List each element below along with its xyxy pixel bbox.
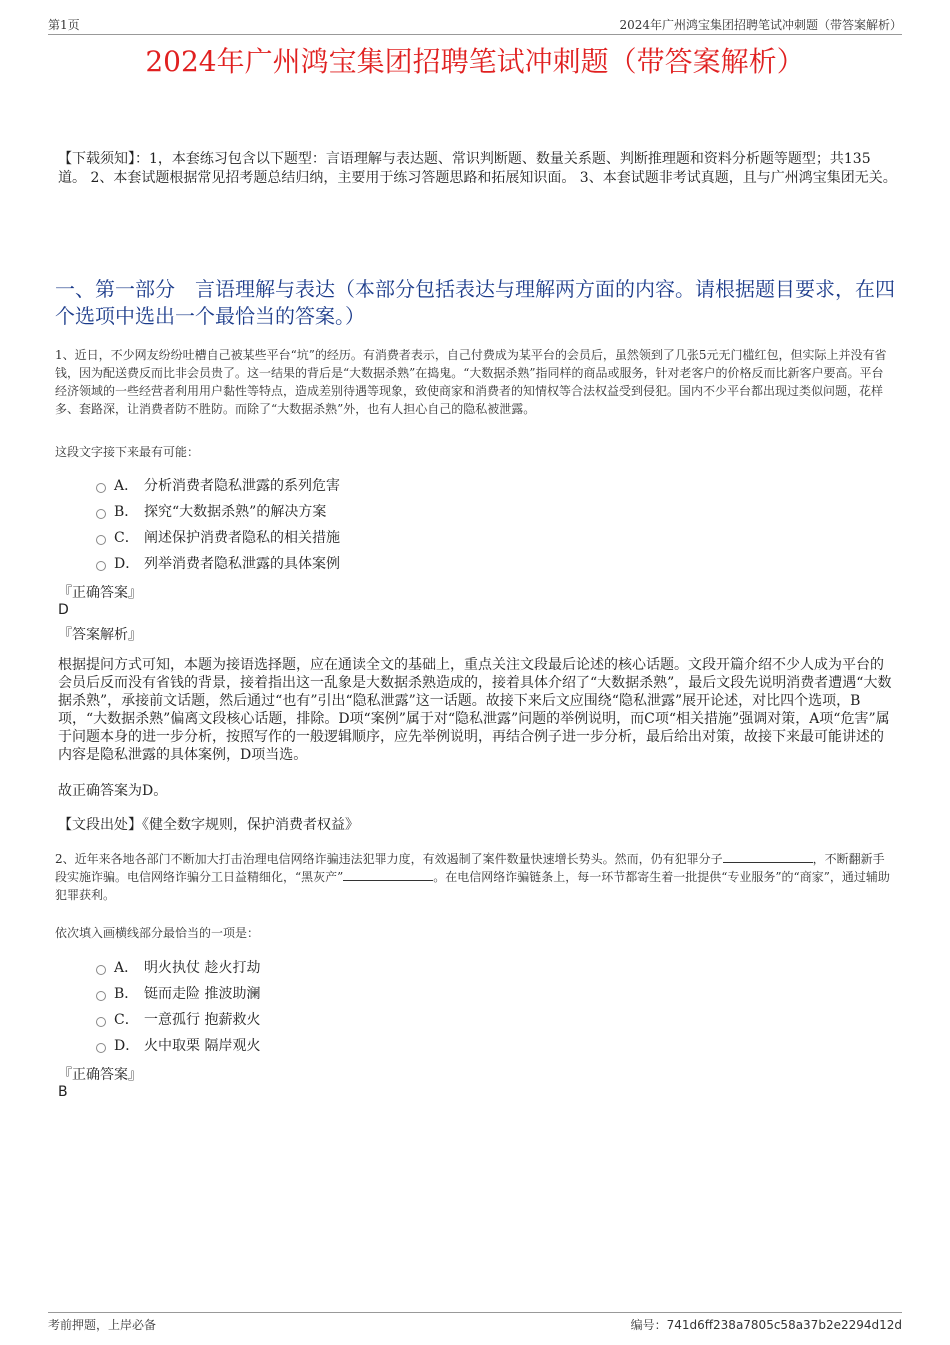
fill-blank-1 <box>723 852 813 863</box>
q2-option-d[interactable]: D． 火中取栗 隔岸观火 <box>96 1036 260 1056</box>
radio-icon[interactable] <box>96 965 106 975</box>
q1-option-a[interactable]: A． 分析消费者隐私泄露的系列危害 <box>96 476 340 496</box>
question-2-prompt: 依次填入画横线部分最恰当的一项是： <box>55 926 260 940</box>
q1-source: 【文段出处】《健全数字规则，保护消费者权益》 <box>58 817 359 833</box>
radio-icon[interactable] <box>96 483 106 493</box>
radio-icon[interactable] <box>96 535 106 545</box>
q1-analysis-label: 『答案解析』 <box>58 627 142 643</box>
page-number: 第1页 <box>48 18 80 32</box>
section-heading: 一、第一部分 言语理解与表达（本部分包括表达与理解两方面的内容。请根据题目要求，在四个选项中选出一个最恰当的答案。） <box>55 277 895 328</box>
header-doc-title: 2024年广州鸿宝集团招聘笔试冲刺题（带答案解析） <box>619 18 902 32</box>
document-title: 2024年广州鸿宝集团招聘笔试冲刺题（带答案解析） <box>145 45 805 78</box>
q2-option-b[interactable]: B． 铤而走险 推波助澜 <box>96 984 260 1004</box>
question-1-text: 1、近日，不少网友纷纷吐槽自己被某些平台“坑”的经历。有消费者表示，自己付费成为某平台的会员后，虽然领到了几张5元无门槛红包，但实际上并没有省钱，因为配送费反而比非会员贵了。这一结果的背后是“大数据杀熟”在捣鬼。“大数据杀熟”指同样的商品或服务，针对老客户的价格反而比新客户要高。平台经济领域的一些经营者利用用户黏性等特点，造成差别待遇等现象，致使商家和消费者的知情权等合法权益受到侵犯。国内不少平台都出现过类似问题，花样多、套路深，让消费者防不胜防。而除了“大数据杀熟”外，也有人担心自己的隐私被泄露。 <box>55 348 887 416</box>
q1-answer-label: 『正确答案』 <box>58 585 142 601</box>
q2-answer-label: 『正确答案』 <box>58 1067 142 1083</box>
radio-icon[interactable] <box>96 509 106 519</box>
q1-option-b[interactable]: B． 探究“大数据杀熟”的解决方案 <box>96 502 326 522</box>
q1-final-answer: 故正确答案为D。 <box>58 783 168 799</box>
radio-icon[interactable] <box>96 1043 106 1053</box>
q1-answer: D <box>58 602 69 618</box>
download-notice: 【下载须知】：1，本套练习包含以下题型：言语理解与表达题、常识判断题、数量关系题、判断推理题和资料分析题等题型；共135道。 2、本套试题根据常见招考题总结归纳，主要用于练习答题思路和拓展知识面。 3、本套试题非考试真题，且与广州鸿宝集团无关。 <box>58 151 897 186</box>
question-1-prompt: 这段文字接下来最有可能： <box>55 445 200 459</box>
q1-option-d[interactable]: D． 列举消费者隐私泄露的具体案例 <box>96 554 340 574</box>
radio-icon[interactable] <box>96 1017 106 1027</box>
q1-analysis: 根据提问方式可知，本题为接语选择题，应在通读全文的基础上，重点关注文段最后论述的核心话题。文段开篇介绍不少人成为平台的会员后反而没有省钱的背景，接着指出这一乱象是大数据杀熟造成的，接着具体介绍了“大数据杀熟”，最后文段先说明消费者遭遇“大数据杀熟”，承接前文话题，然后通过“也有”引出“隐私泄露”这一话题。故接下来后文应围绕“隐私泄露”展开论述，对比四个选项，B项，“大数据杀熟”偏离文段核心话题，排除。D项“案例”属于对“隐私泄露”问题的举例说明，而C项“相关措施”强调对策，A项“危害”属于问题本身的进一步分析，按照写作的一般逻辑顺序，应先举例说明，再结合例子进一步分析，最后给出对策，故接下来最可能讲述的内容是隐私泄露的具体案例，D项当选。 <box>58 657 892 763</box>
question-2-text: 2、近年来各地各部门不断加大打击治理电信网络诈骗违法犯罪力度，有效遏制了案件数量快速增长势头。然而，仍有犯罪分子 ，不断翻新手段实施诈骗。电信网络诈骗分工日益精细化，“黑灰产” 。在电信网络诈骗链条上，每一环节都寄生着一批提供“专业服务”的“商家”，通过辅助犯罪获利。 <box>55 852 890 902</box>
radio-icon[interactable] <box>96 991 106 1001</box>
q1-option-c[interactable]: C． 阐述保护消费者隐私的相关措施 <box>96 528 340 548</box>
q2-option-c[interactable]: C． 一意孤行 抱薪救火 <box>96 1010 260 1030</box>
q2-answer: B <box>58 1084 68 1100</box>
fill-blank-2 <box>343 870 433 881</box>
page-header <box>48 14 902 35</box>
footer-code: 编号：741d6ff238a7805c58a37b2e2294d12d <box>630 1318 902 1332</box>
footer-slogan: 考前押题，上岸必备 <box>48 1318 157 1332</box>
q2-option-a[interactable]: A． 明火执仗 趁火打劫 <box>96 958 260 978</box>
page-footer <box>48 1312 902 1332</box>
radio-icon[interactable] <box>96 561 106 571</box>
